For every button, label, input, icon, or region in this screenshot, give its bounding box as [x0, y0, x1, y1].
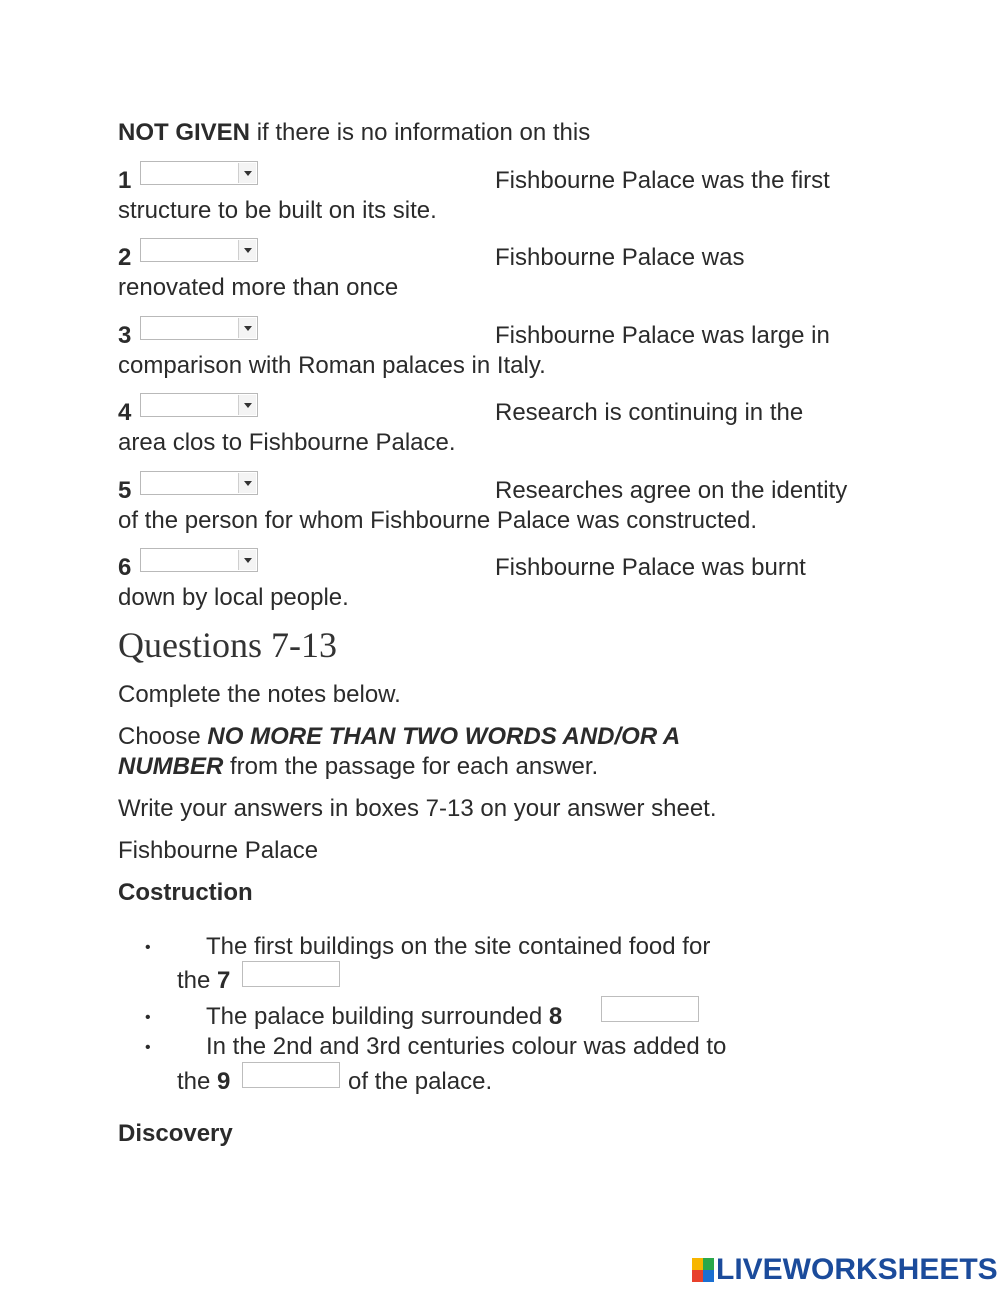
- statement-text: Fishbourne Palace was burnt: [495, 554, 806, 581]
- statement-text: Research is continuing in the: [495, 399, 804, 426]
- instruction-write: Write your answers in boxes 7-13 on your answer sheet.: [118, 795, 717, 822]
- statement-text: Fishbourne Palace was the first: [495, 167, 830, 194]
- instruction-complete: Complete the notes below.: [118, 681, 401, 708]
- answer-dropdown-3[interactable]: [140, 316, 258, 340]
- answer-dropdown-2[interactable]: [140, 238, 258, 262]
- answer-dropdown-4[interactable]: [140, 393, 258, 417]
- instruction-number: NUMBER: [118, 753, 224, 780]
- subheading-construction: Costruction: [118, 879, 253, 906]
- question-number: 3: [118, 322, 132, 349]
- statement-text: Fishbourne Palace was: [495, 244, 745, 271]
- note-text-cont: [177, 1067, 230, 1097]
- note-text: [206, 1002, 562, 1032]
- instruction-choose-suffix: from the passage for each answer.: [230, 753, 599, 780]
- note-suffix: of the palace.: [348, 1068, 493, 1095]
- statement-continuation: area clos to Fishbourne Palace.: [118, 429, 456, 456]
- not-given-line: [118, 118, 590, 148]
- chevron-down-icon[interactable]: [238, 473, 256, 493]
- section-heading: Questions 7-13: [118, 625, 337, 665]
- gap-number: 7: [217, 967, 231, 994]
- answer-input-9[interactable]: [242, 1062, 340, 1088]
- note-prefix: the: [177, 1068, 211, 1095]
- not-given-label: NOT GIVEN: [118, 119, 251, 146]
- statement-text: Fishbourne Palace was large in: [495, 322, 830, 349]
- instruction-choose: [118, 722, 680, 752]
- statement-text: Researches agree on the identity: [495, 477, 848, 504]
- question-number: 1: [118, 167, 132, 194]
- answer-dropdown-1[interactable]: [140, 161, 258, 185]
- note-text-cont: [177, 966, 230, 996]
- statement-continuation: structure to be built on its site.: [118, 197, 437, 224]
- logo-text: LIVEWORKSHEETS: [716, 1253, 998, 1286]
- not-given-text: if there is no information on this: [256, 119, 591, 146]
- notes-title: Fishbourne Palace: [118, 837, 319, 864]
- answer-input-8[interactable]: [601, 996, 699, 1022]
- question-number: 4: [118, 399, 132, 426]
- chevron-down-icon[interactable]: [238, 240, 256, 260]
- instruction-word-limit: NO MORE THAN TWO WORDS AND/OR A: [207, 723, 681, 750]
- bullet-dot: •: [145, 1009, 151, 1026]
- chevron-down-icon[interactable]: [238, 395, 256, 415]
- instruction-choose-cont: [118, 752, 598, 782]
- bullet-dot: •: [145, 1039, 151, 1056]
- question-number: 6: [118, 554, 132, 581]
- statement-continuation: renovated more than once: [118, 274, 399, 301]
- statement-continuation: of the person for whom Fishbourne Palace was constructed.: [118, 507, 757, 534]
- subheading-discovery: Discovery: [118, 1120, 233, 1147]
- statement-continuation: comparison with Roman palaces in Italy.: [118, 352, 546, 379]
- question-number: 5: [118, 477, 132, 504]
- answer-dropdown-5[interactable]: [140, 471, 258, 495]
- gap-number: 9: [217, 1068, 231, 1095]
- bullet-dot: •: [145, 939, 151, 956]
- liveworksheets-logo: [692, 1254, 998, 1286]
- answer-input-7[interactable]: [242, 961, 340, 987]
- note-text: The first buildings on the site contained food for: [206, 933, 711, 960]
- gap-number: 8: [548, 1003, 563, 1030]
- note-text: In the 2nd and 3rd centuries colour was added to: [206, 1033, 727, 1060]
- statement-continuation: down by local people.: [118, 584, 349, 611]
- question-number: 2: [118, 244, 132, 271]
- answer-dropdown-6[interactable]: [140, 548, 258, 572]
- chevron-down-icon[interactable]: [238, 318, 256, 338]
- logo-icon: [692, 1258, 714, 1282]
- chevron-down-icon[interactable]: [238, 550, 256, 570]
- note-text-main: The palace building surrounded: [206, 1003, 543, 1030]
- chevron-down-icon[interactable]: [238, 163, 256, 183]
- instruction-choose-prefix: Choose: [118, 723, 201, 750]
- note-prefix: the: [177, 967, 211, 994]
